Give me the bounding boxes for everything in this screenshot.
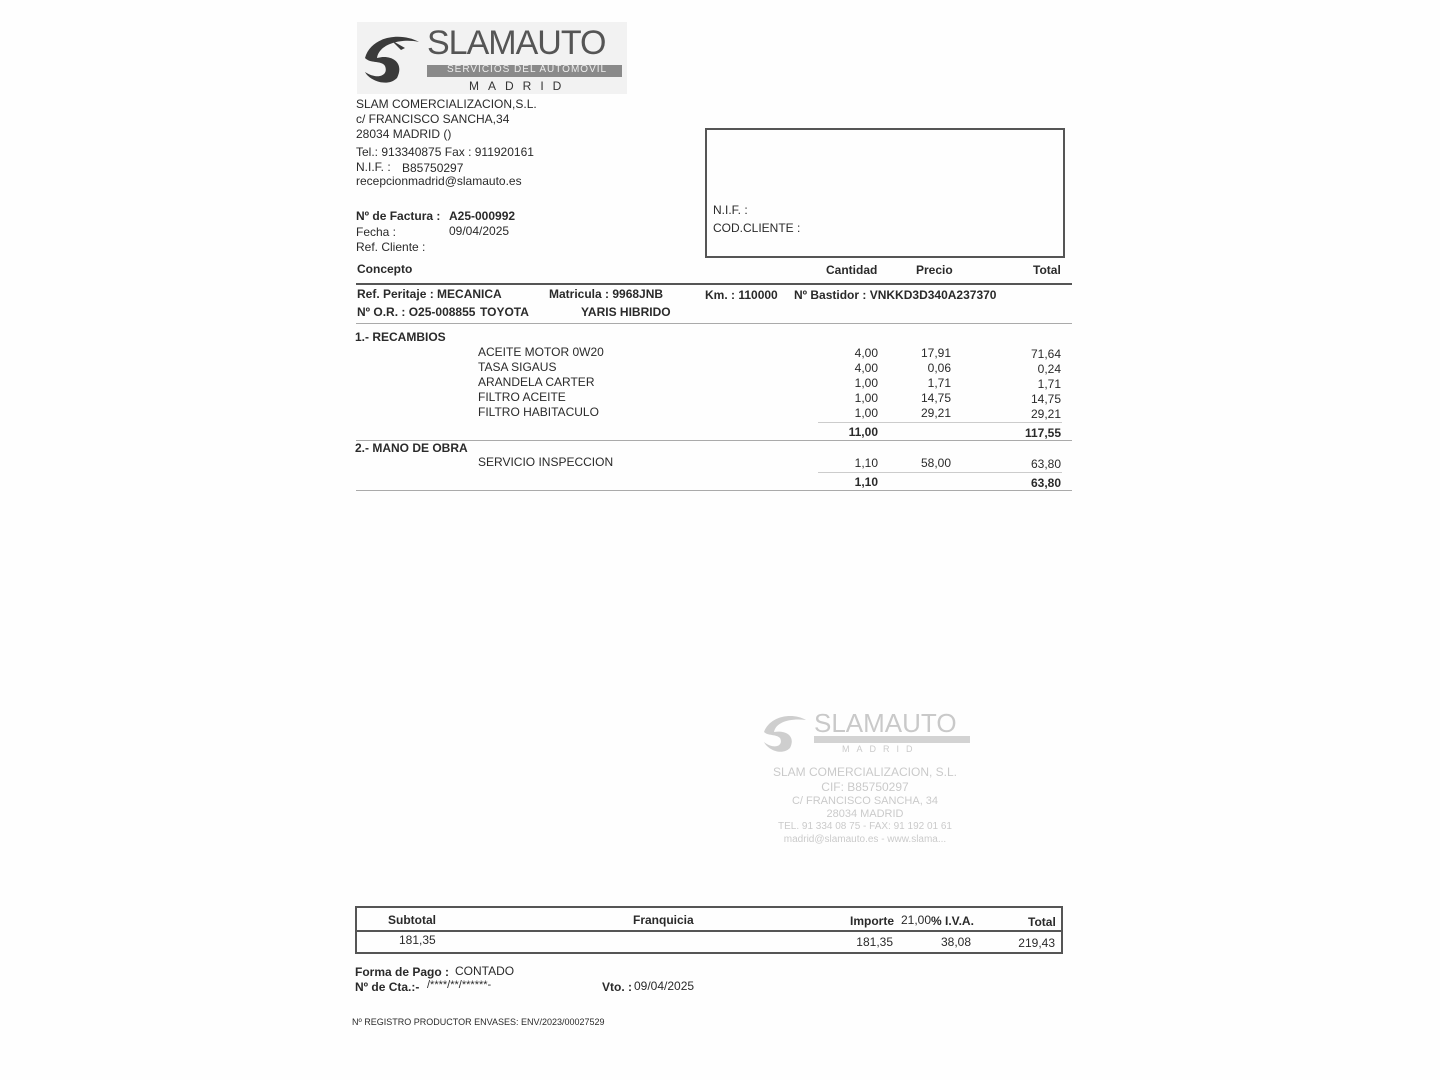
- section-sum-total: 117,55: [1024, 426, 1061, 440]
- account-number: /****/**/******-: [427, 979, 492, 991]
- invoice-date: 09/04/2025: [449, 224, 510, 238]
- vehicle-model: YARIS HIBRIDO: [581, 305, 671, 319]
- logo-brand: SLAMAUTO: [427, 24, 606, 62]
- company-tel: Tel.: 913340875 Fax : 911920161: [356, 145, 534, 159]
- section-title: 1.- RECAMBIOS: [355, 330, 446, 344]
- stamp-line: SLAM COMERCIALIZACION, S.L.: [772, 765, 958, 779]
- importe-value: 181,35: [856, 935, 893, 949]
- item-desc: SERVICIO INSPECCION: [478, 455, 614, 469]
- invoice-number: A25-000992: [449, 209, 516, 223]
- registry-note: Nº REGISTRO PRODUCTOR ENVASES: ENV/2023/00027529: [352, 1017, 605, 1027]
- item-price: 17,91: [920, 346, 951, 360]
- invoice-number-label: Nº de Factura :: [356, 209, 441, 223]
- totals-divider: [357, 930, 1061, 932]
- peritaje: Ref. Peritaje : MECANICA: [357, 287, 502, 301]
- due-label: Vto. :: [602, 980, 632, 994]
- item-qty: 1,10: [854, 456, 878, 470]
- stamp-line: C/ FRANCISCO SANCHA, 34: [791, 795, 939, 807]
- item-desc: TASA SIGAUS: [478, 360, 557, 374]
- client-ref-label: Ref. Cliente :: [356, 240, 426, 254]
- item-total: 29,21: [1030, 407, 1061, 421]
- stamp-line: madrid@slamauto.es - www.slama...: [783, 834, 947, 845]
- header-divider: [356, 283, 1072, 285]
- stamp-bar: [814, 736, 970, 743]
- stamp-line: 28034 MADRID: [826, 808, 904, 820]
- client-code-label: COD.CLIENTE :: [713, 221, 801, 235]
- stamp-brand: SLAMAUTO: [814, 708, 957, 738]
- item-qty: 4,00: [854, 346, 878, 360]
- item-price: 14,75: [920, 391, 951, 405]
- header-concept: Concepto: [357, 262, 413, 276]
- stamp-line: TEL. 91 334 08 75 - FAX: 91 192 01 61: [777, 821, 952, 832]
- section-sum-qty: 1,10: [854, 475, 878, 489]
- subtotal-divider: [818, 422, 1062, 423]
- item-total: 1,71: [1037, 377, 1061, 391]
- vehicle-divider: [356, 323, 1072, 324]
- company-street: c/ FRANCISCO SANCHA,34: [356, 112, 510, 126]
- company-stamp: [760, 708, 975, 848]
- bastidor: Nº Bastidor : VNKKD3D340A237370: [794, 288, 997, 302]
- item-desc: FILTRO ACEITE: [478, 390, 566, 404]
- item-total: 63,80: [1030, 457, 1061, 471]
- subtotal-label: Subtotal: [388, 913, 436, 927]
- subtotal-divider: [818, 472, 1062, 473]
- invoice-date-label: Fecha :: [356, 225, 397, 239]
- payment-method-label: Forma de Pago :: [355, 965, 450, 979]
- item-desc: ARANDELA CARTER: [478, 375, 595, 389]
- header-price: Precio: [916, 263, 953, 277]
- client-nif-label: N.I.F. :: [713, 203, 748, 217]
- vehicle-make: TOYOTA: [480, 305, 529, 319]
- logo-tagline: SERVICIOS DEL AUTOMOVIL: [447, 64, 608, 75]
- account-label: Nº de Cta.:-: [355, 980, 420, 994]
- item-total: 14,75: [1030, 392, 1061, 406]
- company-name: SLAM COMERCIALIZACION,S.L.: [356, 97, 537, 111]
- km: Km. : 110000: [705, 288, 778, 302]
- company-postal: 28034 MADRID (): [356, 127, 452, 141]
- company-nif: B85750297: [402, 161, 464, 175]
- company-logo: [357, 22, 627, 94]
- item-total: 71,64: [1030, 347, 1061, 361]
- payment-method: CONTADO: [455, 964, 515, 978]
- matricula: Matricula : 9968JNB: [549, 287, 664, 301]
- logo-city: MADRID: [469, 79, 571, 93]
- stamp-swoosh-icon: [760, 710, 810, 754]
- logo-swoosh-icon: [361, 28, 423, 88]
- order-number: Nº O.R. : O25-008855: [357, 305, 476, 319]
- subtotal-value: 181,35: [399, 933, 436, 947]
- item-desc: FILTRO HABITACULO: [478, 405, 599, 419]
- section-sum-qty: 11,00: [848, 425, 878, 439]
- client-box: [705, 128, 1065, 258]
- company-email: recepcionmadrid@slamauto.es: [356, 174, 522, 188]
- iva-value: 38,08: [940, 935, 971, 949]
- section-title: 2.- MANO DE OBRA: [355, 441, 468, 455]
- item-qty: 1,00: [854, 406, 878, 420]
- item-price: 58,00: [920, 456, 951, 470]
- due-date: 09/04/2025: [634, 979, 695, 993]
- stamp-city: MADRID: [842, 744, 920, 754]
- iva-rate: 21,00: [901, 913, 932, 927]
- item-total: 0,24: [1037, 362, 1061, 376]
- importe-label: Importe: [850, 914, 895, 928]
- header-qty: Cantidad: [826, 263, 878, 277]
- franquicia-label: Franquicia: [633, 913, 694, 927]
- total-label: Total: [1028, 915, 1056, 929]
- total-value: 219,43: [1018, 936, 1055, 950]
- item-qty: 4,00: [854, 361, 878, 375]
- item-price: 29,21: [920, 406, 951, 420]
- item-desc: ACEITE MOTOR 0W20: [478, 345, 604, 359]
- stamp-line: CIF: B85750297: [821, 780, 909, 794]
- section-sum-total: 63,80: [1030, 476, 1061, 490]
- item-price: 0,06: [927, 361, 951, 375]
- item-qty: 1,00: [854, 391, 878, 405]
- totals-box: [355, 906, 1063, 954]
- header-total: Total: [1033, 263, 1061, 277]
- iva-label: % I.V.A.: [931, 914, 974, 928]
- section-divider: [356, 490, 1072, 491]
- item-price: 1,71: [927, 376, 951, 390]
- item-qty: 1,00: [854, 376, 878, 390]
- company-nif-label: N.I.F. :: [356, 160, 391, 174]
